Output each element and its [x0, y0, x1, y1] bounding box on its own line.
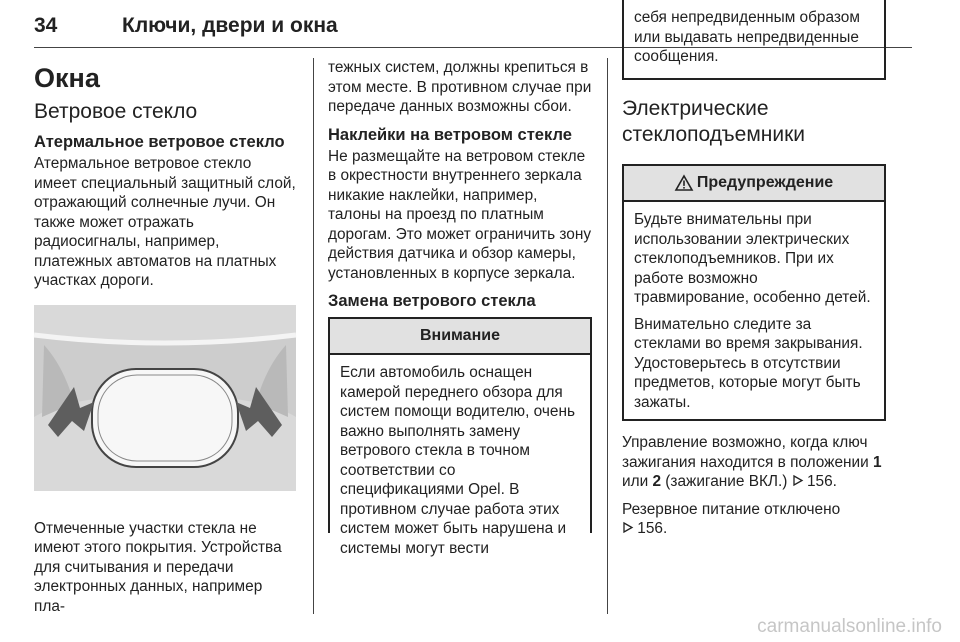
subheading-windshield: Ветровое стекло — [34, 100, 198, 123]
notice-box — [328, 317, 592, 557]
rearview-mirror — [92, 369, 238, 467]
column-3 — [622, 9, 886, 547]
column-divider-1 — [313, 58, 314, 614]
warning-header — [624, 166, 884, 202]
column-1 — [34, 58, 296, 624]
notice-title: Внимание — [330, 319, 590, 355]
backup-power-text: Резервное питание отключено — [622, 500, 841, 518]
operation-text-or: или — [622, 473, 653, 490]
running-title: Ключи, двери и окна — [122, 14, 338, 37]
warning-body — [624, 202, 884, 412]
section-athermal: Атермальное ветровое стекло — [34, 133, 285, 151]
column-divider-2 — [607, 58, 608, 614]
windshield-illustration — [34, 305, 296, 491]
notice-text: Если автомобиль оснащен камерой переднего обзора для систем помощи водителю, очень важно выполнять замену ветрового стекла в точном соответствии со спецификациями Opel. В противном случае работа этих систем может быть нарушена и системы могут вести — [340, 364, 575, 557]
watermark: carmanualsonline.info — [757, 616, 942, 637]
heading-power-windows: Электрические стеклоподъемники — [622, 97, 806, 146]
ignition-position-1: 1 — [872, 453, 882, 471]
page-number: 34 — [34, 14, 58, 37]
notice-body — [330, 355, 590, 558]
reference-triangle-icon — [622, 522, 633, 533]
paragraph-marked-areas: Отмеченные участки стекла не имеют этого покрытия. Устройства для считывания и передачи электронных данных, например пла- — [34, 519, 282, 615]
operation-text-start: Управление возможно, когда ключ зажигания находится в положении — [622, 434, 873, 471]
paragraph-athermal: Атермальное ветровое стекло имеет специальный защитный слой, отражающий солнечные лучи. Он также может отражать радиосигналы, например, платежных автоматов на платных участках дороги. — [34, 155, 296, 289]
warning-triangle-icon — [675, 175, 693, 191]
paragraph-operation — [622, 433, 886, 492]
warning-paragraph-1: Будьте внимательны при использовании электрических стеклоподъемников. При их работе возможно травмирование, особенно детей. — [634, 211, 871, 306]
page-reference-2[interactable]: 156. — [637, 520, 668, 537]
paragraph-backup-power — [622, 500, 886, 539]
section-replacement: Замена ветрового стекла — [328, 292, 536, 310]
paragraph-stickers: Не размещайте на ветровом стекле в окрестности внутреннего зеркала никакие наклейки, например, талоны на проезд по платным дорогам. Это может ограничить зону действия датчика и обзор камеры, установленных в корпусе зеркала. — [328, 147, 592, 282]
notice-continued-body — [624, 0, 884, 67]
page-reference-1[interactable]: 156. — [806, 473, 837, 490]
warning-title: Предупреждение — [696, 174, 834, 191]
operation-text-end: (зажигание ВКЛ.) — [661, 473, 792, 490]
paragraph-continued: тежных систем, должны крепиться в этом месте. В противном случае при передаче данных возможны сбои. — [328, 59, 592, 115]
reference-triangle-icon — [792, 475, 803, 486]
section-stickers: Наклейки на ветровом стекле — [328, 125, 572, 144]
ignition-position-2: 2 — [652, 473, 662, 490]
warning-paragraph-2: Внимательно следите за стеклами во время закрывания. Удостоверьтесь в отсутствии предметов, которые могут быть зажаты. — [634, 315, 863, 411]
column-2 — [328, 58, 592, 557]
notice-continued-text: себя непредвиденным образом или выдавать непредвиденные сообщения. — [634, 9, 860, 65]
chapter-heading: Окна — [34, 63, 100, 93]
warning-box — [622, 164, 886, 421]
notice-box-continued — [622, 0, 886, 80]
windshield-figure — [34, 305, 296, 491]
